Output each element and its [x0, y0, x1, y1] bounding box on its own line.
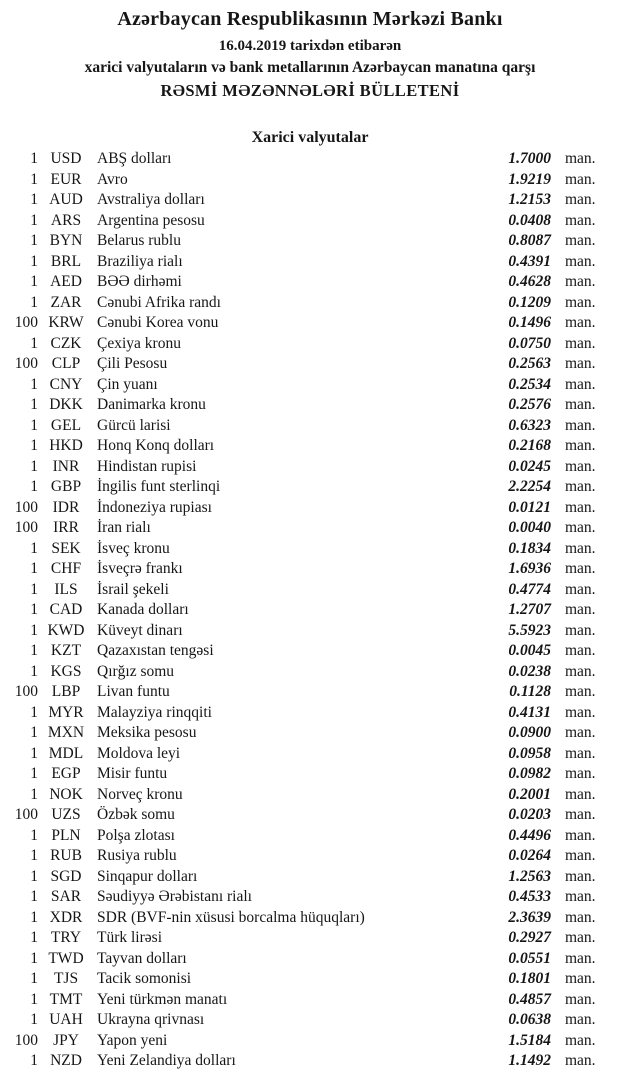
rate-row [0, 969, 620, 990]
unit-label: man. [565, 929, 596, 946]
rate-row [0, 477, 620, 498]
currency-code: XDR [49, 908, 83, 926]
currency-code: KWD [47, 621, 85, 639]
quantity: 100 [14, 806, 38, 823]
rate-value: 0.2534 [508, 375, 551, 393]
unit-label: man. [565, 560, 596, 577]
unit-label: man. [565, 293, 596, 311]
currency-code: KGS [50, 662, 82, 680]
currency-name: İsveç kronu [97, 539, 170, 557]
rate-row [0, 395, 620, 416]
quantity: 100 [14, 683, 38, 700]
quantity: 1 [30, 949, 38, 967]
currency-name: Avstraliya dolları [97, 191, 205, 208]
rate-value: 0.0264 [508, 847, 551, 864]
quantity: 1 [30, 191, 38, 208]
rate-row [0, 867, 620, 888]
rate-value: 0.4496 [508, 826, 551, 844]
rate-value: 0.0121 [508, 498, 551, 516]
quantity: 1 [30, 232, 38, 249]
rate-value: 1.9219 [508, 170, 551, 188]
rate-row [0, 211, 620, 232]
rate-value: 0.0551 [508, 949, 551, 967]
rate-row [0, 723, 620, 744]
currency-name: Tacik somonisi [97, 970, 192, 987]
currency-name: Ukrayna qrivnası [97, 1011, 205, 1028]
unit-label: man. [565, 1031, 596, 1049]
quantity: 1 [30, 888, 38, 905]
currency-code: MYR [48, 703, 84, 721]
rate-value: 2.3639 [508, 908, 551, 926]
rate-row [0, 846, 620, 867]
rate-value: 0.4857 [508, 990, 551, 1008]
rate-value: 0.1128 [509, 683, 551, 700]
unit-label: man. [565, 1011, 596, 1028]
currency-name: Cənubi Afrika randı [97, 293, 221, 311]
quantity: 1 [30, 867, 38, 885]
rate-value: 0.0900 [508, 724, 551, 741]
unit-label: man. [565, 949, 596, 967]
quantity: 1 [30, 150, 38, 167]
currency-code: BRL [50, 252, 82, 270]
unit-label: man. [565, 601, 596, 618]
unit-label: man. [565, 847, 596, 864]
currency-name: Argentina pesosu [97, 211, 205, 229]
rate-row [0, 928, 620, 949]
currency-code: JPY [53, 1031, 79, 1049]
currency-name: Belarus rublu [97, 232, 181, 249]
rate-value: 0.0638 [508, 1011, 551, 1028]
rate-row [0, 149, 620, 170]
quantity: 1 [30, 765, 38, 782]
rate-value: 0.4628 [508, 273, 551, 290]
unit-label: man. [565, 273, 596, 290]
currency-code: NZD [50, 1052, 82, 1069]
rate-value: 0.4131 [508, 703, 551, 721]
bulletin-title: RƏSMİ MƏZƏNNƏLƏRİ BÜLLETENİ [160, 81, 460, 100]
quantity: 1 [30, 252, 38, 270]
currency-name: Gürcü larisi [97, 416, 171, 434]
rate-value: 0.0203 [508, 806, 551, 823]
rate-row [0, 1031, 620, 1052]
unit-label: man. [565, 519, 596, 536]
quantity: 1 [30, 560, 38, 577]
currency-name: Honq Konq dolları [97, 437, 215, 454]
rate-row [0, 313, 620, 334]
quantity: 1 [30, 478, 38, 495]
currency-code: SGD [50, 867, 82, 885]
quantity: 1 [30, 416, 38, 434]
rate-value: 2.2254 [508, 478, 551, 495]
currency-code: SAR [50, 888, 82, 905]
quantity: 1 [30, 621, 38, 639]
quantity: 1 [30, 785, 38, 803]
currency-code: CHF [50, 560, 82, 577]
quantity: 1 [30, 929, 38, 946]
unit-label: man. [565, 396, 596, 413]
currency-code: TJS [53, 970, 79, 987]
unit-label: man. [565, 908, 596, 926]
quantity: 1 [30, 703, 38, 721]
currency-code: TWD [48, 949, 84, 967]
currency-name: Kanada dolları [97, 601, 189, 618]
currency-code: HKD [49, 437, 83, 454]
currency-code: CAD [49, 601, 83, 618]
rate-row [0, 785, 620, 806]
unit-label: man. [565, 355, 596, 372]
currency-name: İndoneziya rupiası [97, 498, 212, 516]
rate-row [0, 600, 620, 621]
quantity: 1 [30, 601, 38, 618]
rate-row [0, 252, 620, 273]
unit-label: man. [565, 416, 596, 434]
quantity: 100 [14, 355, 38, 372]
currency-code: NOK [49, 785, 83, 803]
unit-label: man. [565, 621, 596, 639]
currency-name: Küveyt dinarı [97, 621, 183, 639]
currency-name: Yapon yeni [97, 1031, 168, 1049]
unit-label: man. [565, 744, 596, 762]
quantity: 1 [30, 457, 38, 475]
unit-label: man. [565, 437, 596, 454]
quantity: 100 [14, 498, 38, 516]
quantity: 1 [30, 211, 38, 229]
rate-row [0, 662, 620, 683]
section-title-foreign-currencies: Xarici valyutalar [251, 129, 369, 146]
unit-label: man. [565, 662, 596, 680]
currency-name: Sinqapur dolları [97, 867, 198, 885]
rate-value: 0.4774 [508, 580, 551, 598]
unit-label: man. [565, 580, 596, 598]
unit-label: man. [565, 826, 596, 844]
currency-name: Livan funtu [97, 683, 170, 700]
currency-name: Hindistan rupisi [97, 457, 197, 475]
rate-row [0, 539, 620, 560]
currency-name: Rusiya rublu [97, 847, 177, 864]
currency-name: Çili Pesosu [97, 355, 168, 372]
quantity: 1 [30, 990, 38, 1008]
currency-name: Meksika pesosu [97, 724, 197, 741]
rate-value: 0.1209 [508, 293, 551, 311]
rate-value: 0.8087 [508, 232, 551, 249]
currency-code: INR [52, 457, 80, 475]
rate-value: 0.2927 [508, 929, 551, 946]
currency-code: EGP [51, 765, 81, 782]
unit-label: man. [565, 191, 596, 208]
currency-name: BƏƏ dirhəmi [97, 273, 182, 290]
currency-code: MXN [47, 724, 85, 741]
rate-row [0, 887, 620, 908]
currency-code: CLP [51, 355, 81, 372]
unit-label: man. [565, 703, 596, 721]
rate-row [0, 293, 620, 314]
unit-label: man. [565, 683, 596, 700]
quantity: 1 [30, 437, 38, 454]
rate-value: 0.2576 [508, 396, 551, 413]
currency-name: Polşa zlotası [97, 826, 175, 844]
currency-name: Danimarka kronu [97, 396, 206, 413]
currency-code: RUB [50, 847, 82, 864]
unit-label: man. [565, 990, 596, 1008]
rate-value: 0.0045 [508, 642, 551, 659]
rate-value: 0.1801 [508, 970, 551, 987]
rate-value: 0.6323 [508, 416, 551, 434]
currency-name: Tayvan dolları [97, 949, 187, 967]
rate-value: 0.0238 [508, 662, 551, 680]
unit-label: man. [565, 970, 596, 987]
currency-code: SEK [51, 539, 81, 557]
currency-code: KZT [50, 642, 82, 659]
currency-code: TMT [49, 990, 83, 1008]
unit-label: man. [565, 724, 596, 741]
rate-value: 0.0408 [508, 211, 551, 229]
quantity: 1 [30, 334, 38, 352]
currency-code: UAH [49, 1011, 83, 1028]
currency-name: Özbək somu [97, 806, 175, 823]
quantity: 1 [30, 908, 38, 926]
currency-code: AUD [49, 191, 83, 208]
bank-name-title: Azərbaycan Respublikasının Mərkəzi Bankı [117, 8, 503, 30]
rate-row [0, 518, 620, 539]
currency-name: Yeni türkmən manatı [97, 990, 228, 1008]
currency-code: IRR [53, 519, 79, 536]
rate-value: 0.4391 [508, 252, 551, 270]
currency-name: Braziliya rialı [97, 252, 183, 270]
currency-code: IDR [52, 498, 80, 516]
currency-code: PLN [51, 826, 81, 844]
unit-label: man. [565, 539, 596, 557]
currency-name: Çexiya kronu [97, 334, 181, 352]
rate-row [0, 1051, 620, 1072]
quantity: 1 [30, 539, 38, 557]
rate-row [0, 334, 620, 355]
rate-value: 0.2001 [508, 785, 551, 803]
unit-label: man. [565, 170, 596, 188]
rate-row [0, 990, 620, 1011]
quantity: 1 [30, 580, 38, 598]
rate-row [0, 682, 620, 703]
currency-code: CZK [50, 334, 82, 352]
rate-row [0, 1010, 620, 1031]
quantity: 100 [14, 519, 38, 536]
currency-name: Çin yuanı [97, 375, 158, 393]
rate-row [0, 621, 620, 642]
unit-label: man. [565, 867, 596, 885]
currency-name: İngilis funt sterlinqi [97, 478, 221, 495]
currency-name: İsveçrə frankı [97, 560, 183, 577]
currency-code: ZAR [50, 293, 82, 311]
unit-label: man. [565, 888, 596, 905]
currency-code: MDL [48, 744, 84, 762]
unit-label: man. [565, 785, 596, 803]
currency-code: TRY [50, 929, 82, 946]
currency-code: AED [50, 273, 82, 290]
unit-label: man. [565, 642, 596, 659]
unit-label: man. [565, 232, 596, 249]
rate-row [0, 272, 620, 293]
bulletin-subtitle: xarici valyutaların və bank metallarının Azərbaycan manatına qarşı [84, 59, 536, 76]
quantity: 1 [30, 662, 38, 680]
unit-label: man. [565, 211, 596, 229]
rate-row [0, 805, 620, 826]
rate-value: 0.2168 [508, 437, 551, 454]
currency-code: EUR [50, 170, 82, 188]
rate-row [0, 416, 620, 437]
rate-value: 0.0958 [508, 744, 551, 762]
rate-row [0, 231, 620, 252]
unit-label: man. [565, 314, 596, 331]
currency-name: Moldova leyi [97, 744, 181, 762]
currency-code: GEL [50, 416, 82, 434]
rate-value: 1.2153 [508, 191, 551, 208]
rate-row [0, 457, 620, 478]
currency-name: Türk lirəsi [97, 929, 162, 946]
rate-value: 1.2707 [508, 601, 551, 618]
rate-row [0, 170, 620, 191]
unit-label: man. [565, 1052, 596, 1069]
rate-value: 0.0750 [508, 334, 551, 352]
rate-row [0, 559, 620, 580]
currency-name: Malayziya rinqqiti [97, 703, 212, 721]
quantity: 1 [30, 970, 38, 987]
currency-name: Avro [97, 170, 128, 188]
unit-label: man. [565, 457, 596, 475]
rate-value: 1.6936 [508, 560, 551, 577]
quantity: 1 [30, 273, 38, 290]
rates-table [0, 149, 620, 1072]
rate-row [0, 641, 620, 662]
quantity: 1 [30, 826, 38, 844]
unit-label: man. [565, 765, 596, 782]
currency-name: SDR (BVF-nin xüsusi borcalma hüquqları) [97, 908, 365, 926]
quantity: 1 [30, 744, 38, 762]
rate-row [0, 744, 620, 765]
rate-value: 0.0040 [508, 519, 551, 536]
quantity: 100 [14, 314, 38, 331]
unit-label: man. [565, 498, 596, 516]
currency-name: ABŞ dolları [97, 150, 172, 167]
currency-name: Norveç kronu [97, 785, 183, 803]
rate-row [0, 190, 620, 211]
unit-label: man. [565, 334, 596, 352]
rate-row [0, 354, 620, 375]
rate-value: 5.5923 [508, 621, 551, 639]
unit-label: man. [565, 478, 596, 495]
currency-code: LBP [51, 683, 81, 700]
unit-label: man. [565, 375, 596, 393]
quantity: 1 [30, 847, 38, 864]
effective-date-line: 16.04.2019 tarixdən etibarən [218, 38, 402, 54]
quantity: 1 [30, 375, 38, 393]
quantity: 1 [30, 1052, 38, 1069]
quantity: 1 [30, 642, 38, 659]
rate-value: 0.1496 [508, 314, 551, 331]
rate-value: 0.2563 [508, 355, 551, 372]
rate-value: 1.7000 [508, 150, 551, 167]
rate-value: 1.2563 [508, 867, 551, 885]
currency-name: Yeni Zelandiya dolları [97, 1052, 236, 1069]
currency-name: Cənubi Korea vonu [97, 314, 219, 331]
currency-name: Qazaxıstan tengəsi [97, 642, 214, 659]
rate-value: 0.4533 [508, 888, 551, 905]
currency-code: BYN [49, 232, 83, 249]
rate-value: 0.1834 [508, 539, 551, 557]
quantity: 1 [30, 293, 38, 311]
rate-row [0, 436, 620, 457]
unit-label: man. [565, 806, 596, 823]
unit-label: man. [565, 150, 596, 167]
quantity: 1 [30, 396, 38, 413]
quantity: 1 [30, 724, 38, 741]
rate-row [0, 580, 620, 601]
rate-value: 1.5184 [508, 1031, 551, 1049]
rate-row [0, 949, 620, 970]
currency-name: Səudiyyə Ərəbistanı rialı [97, 888, 252, 905]
currency-code: UZS [51, 806, 81, 823]
currency-name: Misir funtu [97, 765, 168, 782]
currency-code: ILS [54, 580, 78, 598]
quantity: 1 [30, 1011, 38, 1028]
rate-value: 0.0245 [508, 457, 551, 475]
unit-label: man. [565, 252, 596, 270]
currency-name: İsrail şekeli [97, 580, 169, 598]
currency-name: İran rialı [97, 519, 151, 536]
currency-code: KRW [48, 314, 84, 331]
currency-code: GBP [50, 478, 82, 495]
rate-row [0, 764, 620, 785]
currency-name: Qırğız somu [97, 662, 175, 680]
rate-row [0, 826, 620, 847]
rate-row [0, 703, 620, 724]
rate-row [0, 908, 620, 929]
currency-code: CNY [49, 375, 83, 393]
quantity: 1 [30, 170, 38, 188]
rate-row [0, 375, 620, 396]
currency-code: ARS [50, 211, 82, 229]
rate-value: 1.1492 [508, 1052, 551, 1069]
currency-code: DKK [49, 396, 83, 413]
currency-code: USD [50, 150, 82, 167]
rate-row [0, 498, 620, 519]
quantity: 100 [14, 1031, 38, 1049]
rate-value: 0.0982 [508, 765, 551, 782]
